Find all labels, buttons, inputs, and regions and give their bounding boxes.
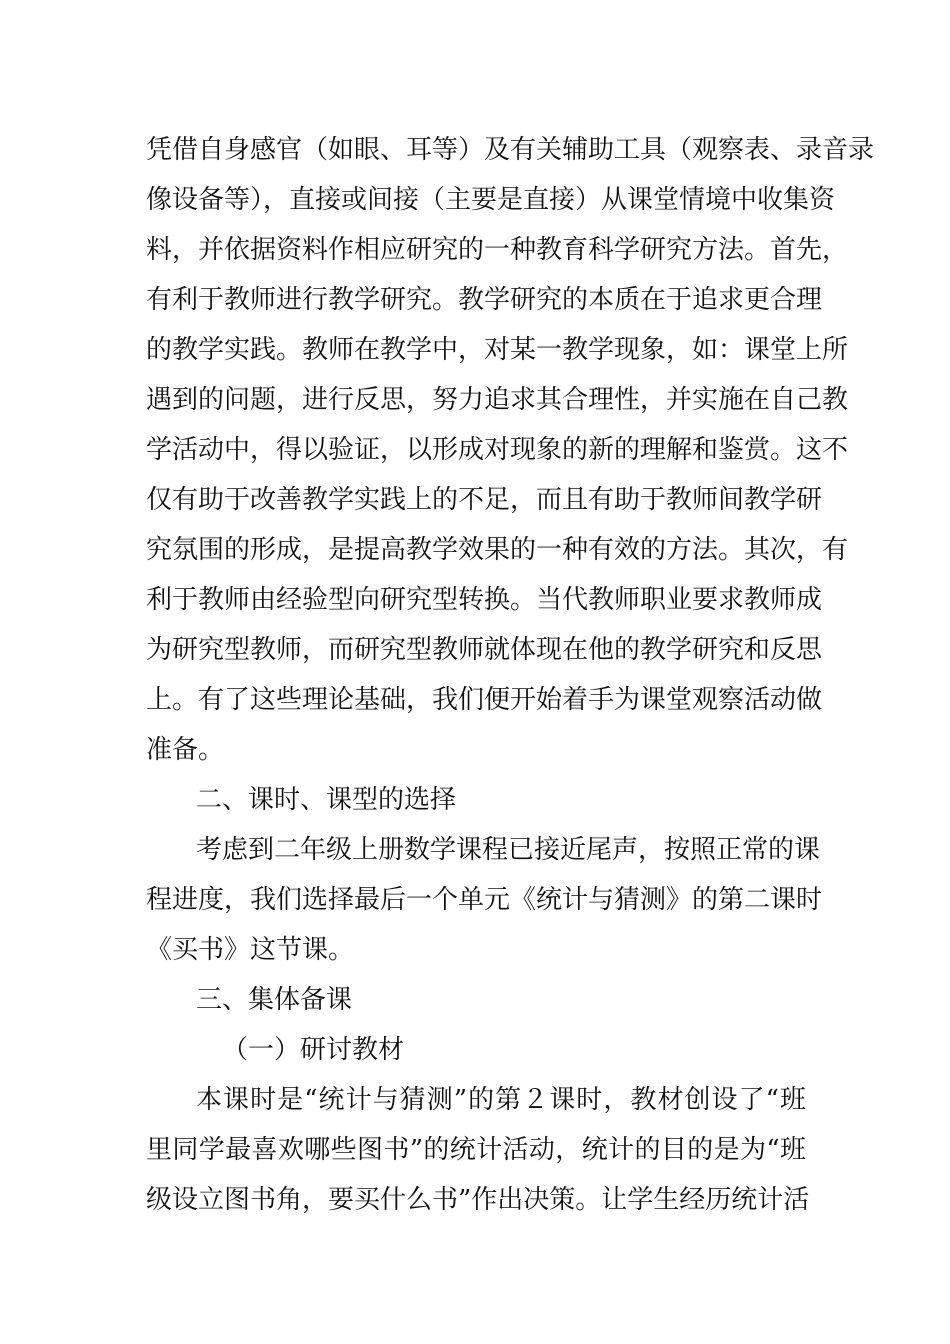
body-text-line: 上。有了这些理论基础，我们便开始着手为课堂观察活动做	[146, 685, 823, 715]
body-text-line: 凭借自身感官（如眼、耳等）及有关辅助工具（观察表、录音录	[146, 135, 875, 165]
body-text-line: 学活动中，得以验证，以形成对现象的新的理解和鉴赏。这不	[146, 435, 849, 465]
body-text-line: 像设备等），直接或间接（主要是直接）从课堂情境中收集资	[146, 185, 836, 215]
body-text-line: 里同学最喜欢哪些图书”的统计活动，统计的目的是为“班	[146, 1135, 806, 1165]
body-text-line: 究氛围的形成，是提高教学效果的一种有效的方法。其次，有	[146, 535, 849, 565]
subsection-heading: （一）研讨教材	[222, 1035, 405, 1065]
body-text-line: 级设立图书角，要买什么书”作出决策。让学生经历统计活	[146, 1185, 810, 1215]
body-text-line: 程进度，我们选择最后一个单元《统计与猜测》的第二课时	[146, 885, 823, 915]
body-text-line: 料，并依据资料作相应研究的一种教育科学研究方法。首先，	[146, 235, 849, 265]
body-text-line: 有利于教师进行教学研究。教学研究的本质在于追求更合理	[146, 285, 823, 315]
body-text-line: 利于教师由经验型向研究型转换。当代教师职业要求教师成	[146, 585, 823, 615]
body-text-line: 仅有助于改善教学实践上的不足，而且有助于教师间教学研	[146, 485, 823, 515]
body-text-line: 的教学实践。教师在教学中，对某一教学现象，如：课堂上所	[146, 335, 849, 365]
body-text-line: 准备。	[146, 735, 225, 765]
section-heading: 二、课时、课型的选择	[196, 785, 457, 815]
body-text-line: 为研究型教师，而研究型教师就体现在他的教学研究和反思	[146, 635, 823, 665]
body-text-line: 遇到的问题，进行反思，努力追求其合理性，并实施在自己教	[146, 385, 849, 415]
section-heading: 三、集体备课	[196, 985, 353, 1015]
body-text-line: 本课时是“统计与猜测”的第２课时，教材创设了“班	[196, 1085, 806, 1115]
body-text-line: 考虑到二年级上册数学课程已接近尾声，按照正常的课	[196, 835, 821, 865]
body-text-line: 《买书》这节课。	[146, 935, 355, 965]
